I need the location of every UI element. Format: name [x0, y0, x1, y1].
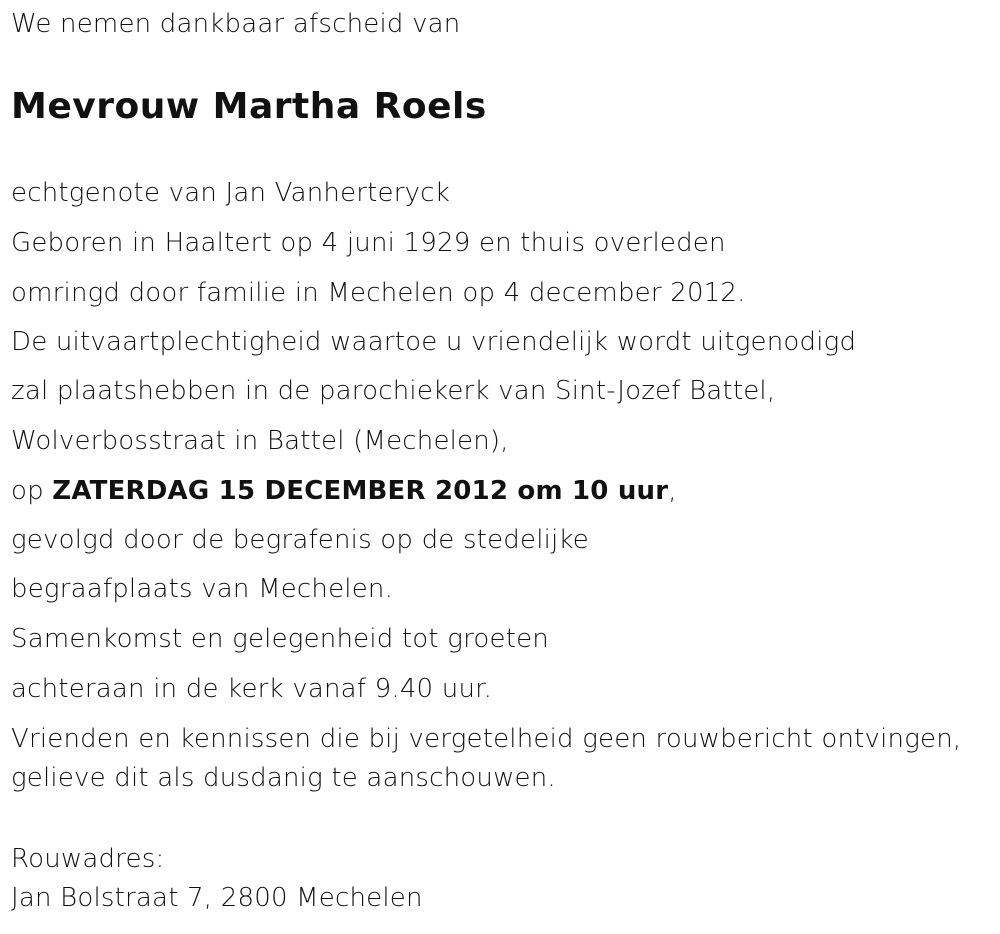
- birth-line: Geboren in Haaltert op 4 juni 1929 en thuis overleden: [11, 228, 726, 258]
- date-suffix: ,: [668, 476, 677, 506]
- spouse-line: echtgenote van Jan Vanherteryck: [11, 178, 450, 208]
- ceremony-date: ZATERDAG 15 DECEMBER 2012 om 10 uur: [52, 476, 669, 506]
- death-line: omringd door familie in Mechelen op 4 december 2012.: [11, 278, 746, 308]
- street-line: Wolverbosstraat in Battel (Mechelen),: [11, 426, 509, 456]
- notice-line-2: gelieve dit als dusdanig te aanschouwen.: [11, 763, 556, 793]
- date-prefix: op: [11, 476, 53, 506]
- address-value: Jan Bolstraat 7, 2800 Mechelen: [11, 883, 423, 913]
- address-label: Rouwadres:: [11, 844, 165, 874]
- notice-line: Vrienden en kennissen die bij vergetelheid geen rouwbericht ontvingen,: [11, 724, 962, 754]
- date-line: [11, 476, 677, 506]
- intro-line: We nemen dankbaar afscheid van: [11, 9, 461, 39]
- burial-line: gevolgd door de begrafenis op de stedelijke: [11, 525, 589, 555]
- invitation-line: De uitvaartplechtigheid waartoe u vriendelijk wordt uitgenodigd: [11, 327, 857, 357]
- cemetery-line: begraafplaats van Mechelen.: [11, 574, 394, 604]
- gathering-line: Samenkomst en gelegenheid tot groeten: [11, 624, 549, 654]
- gathering-time-line: achteraan in de kerk vanaf 9.40 uur.: [11, 674, 493, 704]
- church-line: zal plaatshebben in de parochiekerk van Sint-Jozef Battel,: [11, 376, 776, 406]
- deceased-name: Mevrouw Martha Roels: [11, 86, 487, 127]
